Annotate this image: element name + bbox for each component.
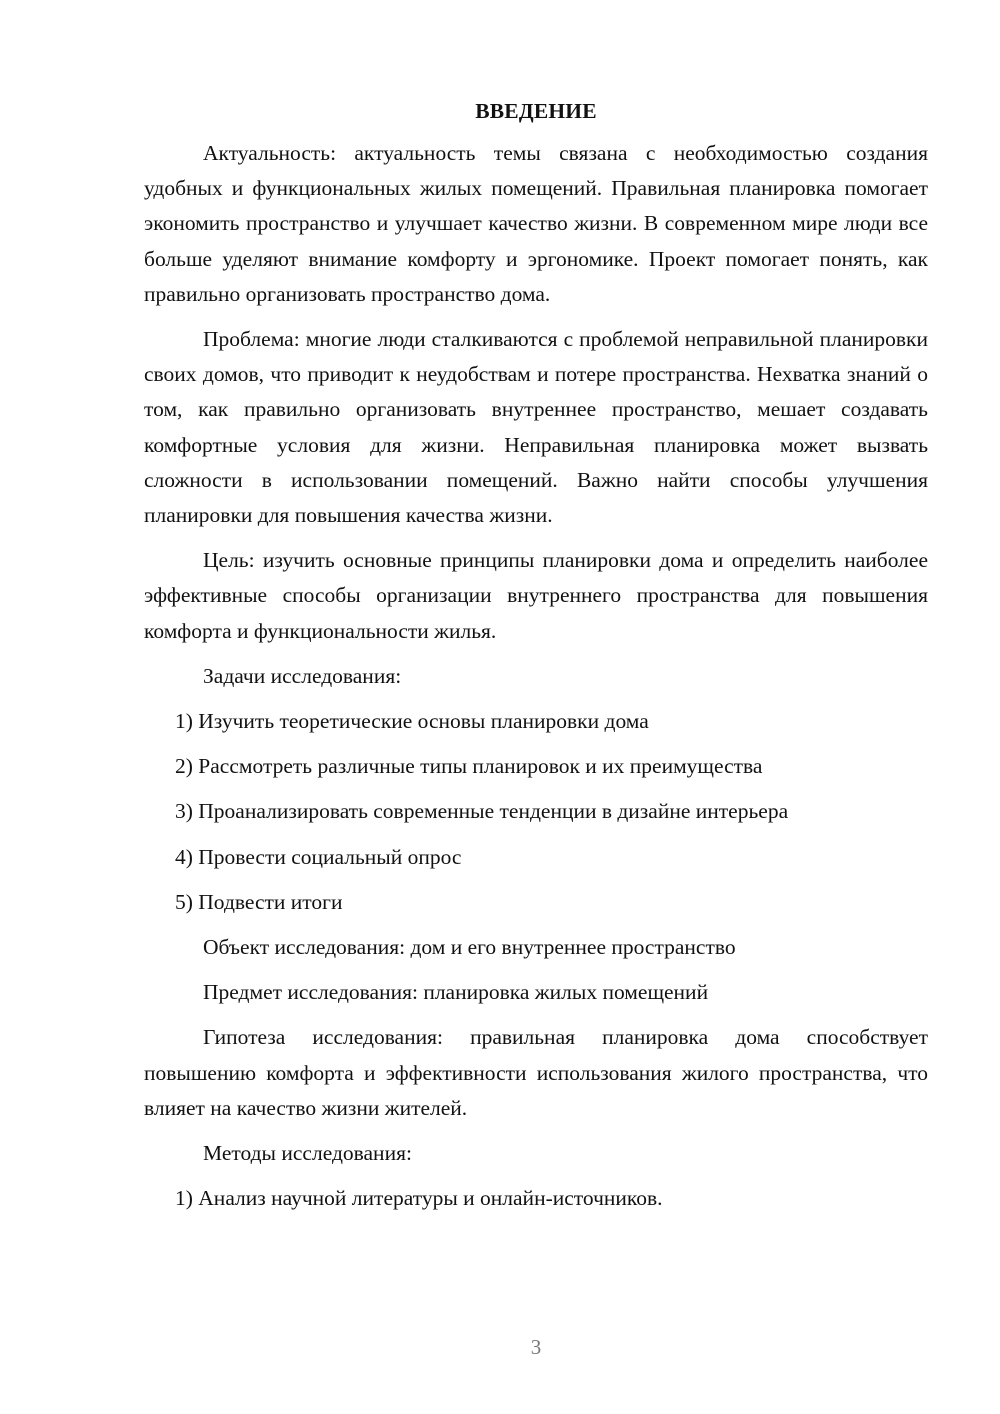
tasks-heading: Задачи исследования: (203, 663, 402, 688)
methods-heading: Методы исследования: (203, 1141, 412, 1166)
task-item: 4) Провести социальный опрос (175, 844, 462, 869)
task-item: 5) Подвести итоги (175, 889, 343, 914)
page-number: 3 (530, 1335, 542, 1359)
tasks-list (144, 704, 928, 920)
method-item: 1) Анализ научной литературы и онлайн-источников. (175, 1186, 663, 1211)
hypothesis-paragraph: Гипотеза исследования: правильная планировка дома способствует повышению комфорта и эффективности использования жилого пространства, что влияет на качество жизни жителей. (144, 1025, 928, 1120)
section-title: ВВЕДЕНИЕ (475, 99, 597, 123)
task-item: 3) Проанализировать современные тенденции в дизайне интерьера (175, 799, 789, 824)
methods-list (144, 1181, 928, 1216)
goal-paragraph: Цель: изучить основные принципы планировки дома и определить наиболее эффективные способы организации внутреннего пространства для повышения комфорта и функциональности жилья. (144, 548, 928, 643)
document-page (144, 96, 928, 1226)
problem-paragraph: Проблема: многие люди сталкиваются с проблемой неправильной планировки своих домов, что приводит к неудобствам и потере пространства. Нехватка знаний о том, как правильно организовать внутреннее пространство, мешает создавать комфортные условия для жизни. Неправильная планировка может вызвать сложности в использовании помещений. Важно найти способы улучшения планировки для повышения качества жизни. (144, 327, 928, 528)
object-paragraph: Объект исследования: дом и его внутреннее пространство (203, 935, 736, 960)
relevance-paragraph: Актуальность: актуальность темы связана с необходимостью создания удобных и функциональных жилых помещений. Правильная планировка помогает экономить пространство и улучшает качество жизни. В современном мире люди все больше уделяют внимание комфорту и эргономике. Проект помогает понять, как правильно организовать пространство дома. (144, 141, 928, 306)
task-item: 1) Изучить теоретические основы планировки дома (175, 709, 649, 734)
task-item: 2) Рассмотреть различные типы планировок и их преимущества (175, 754, 763, 779)
subject-paragraph: Предмет исследования: планировка жилых помещений (203, 980, 709, 1005)
